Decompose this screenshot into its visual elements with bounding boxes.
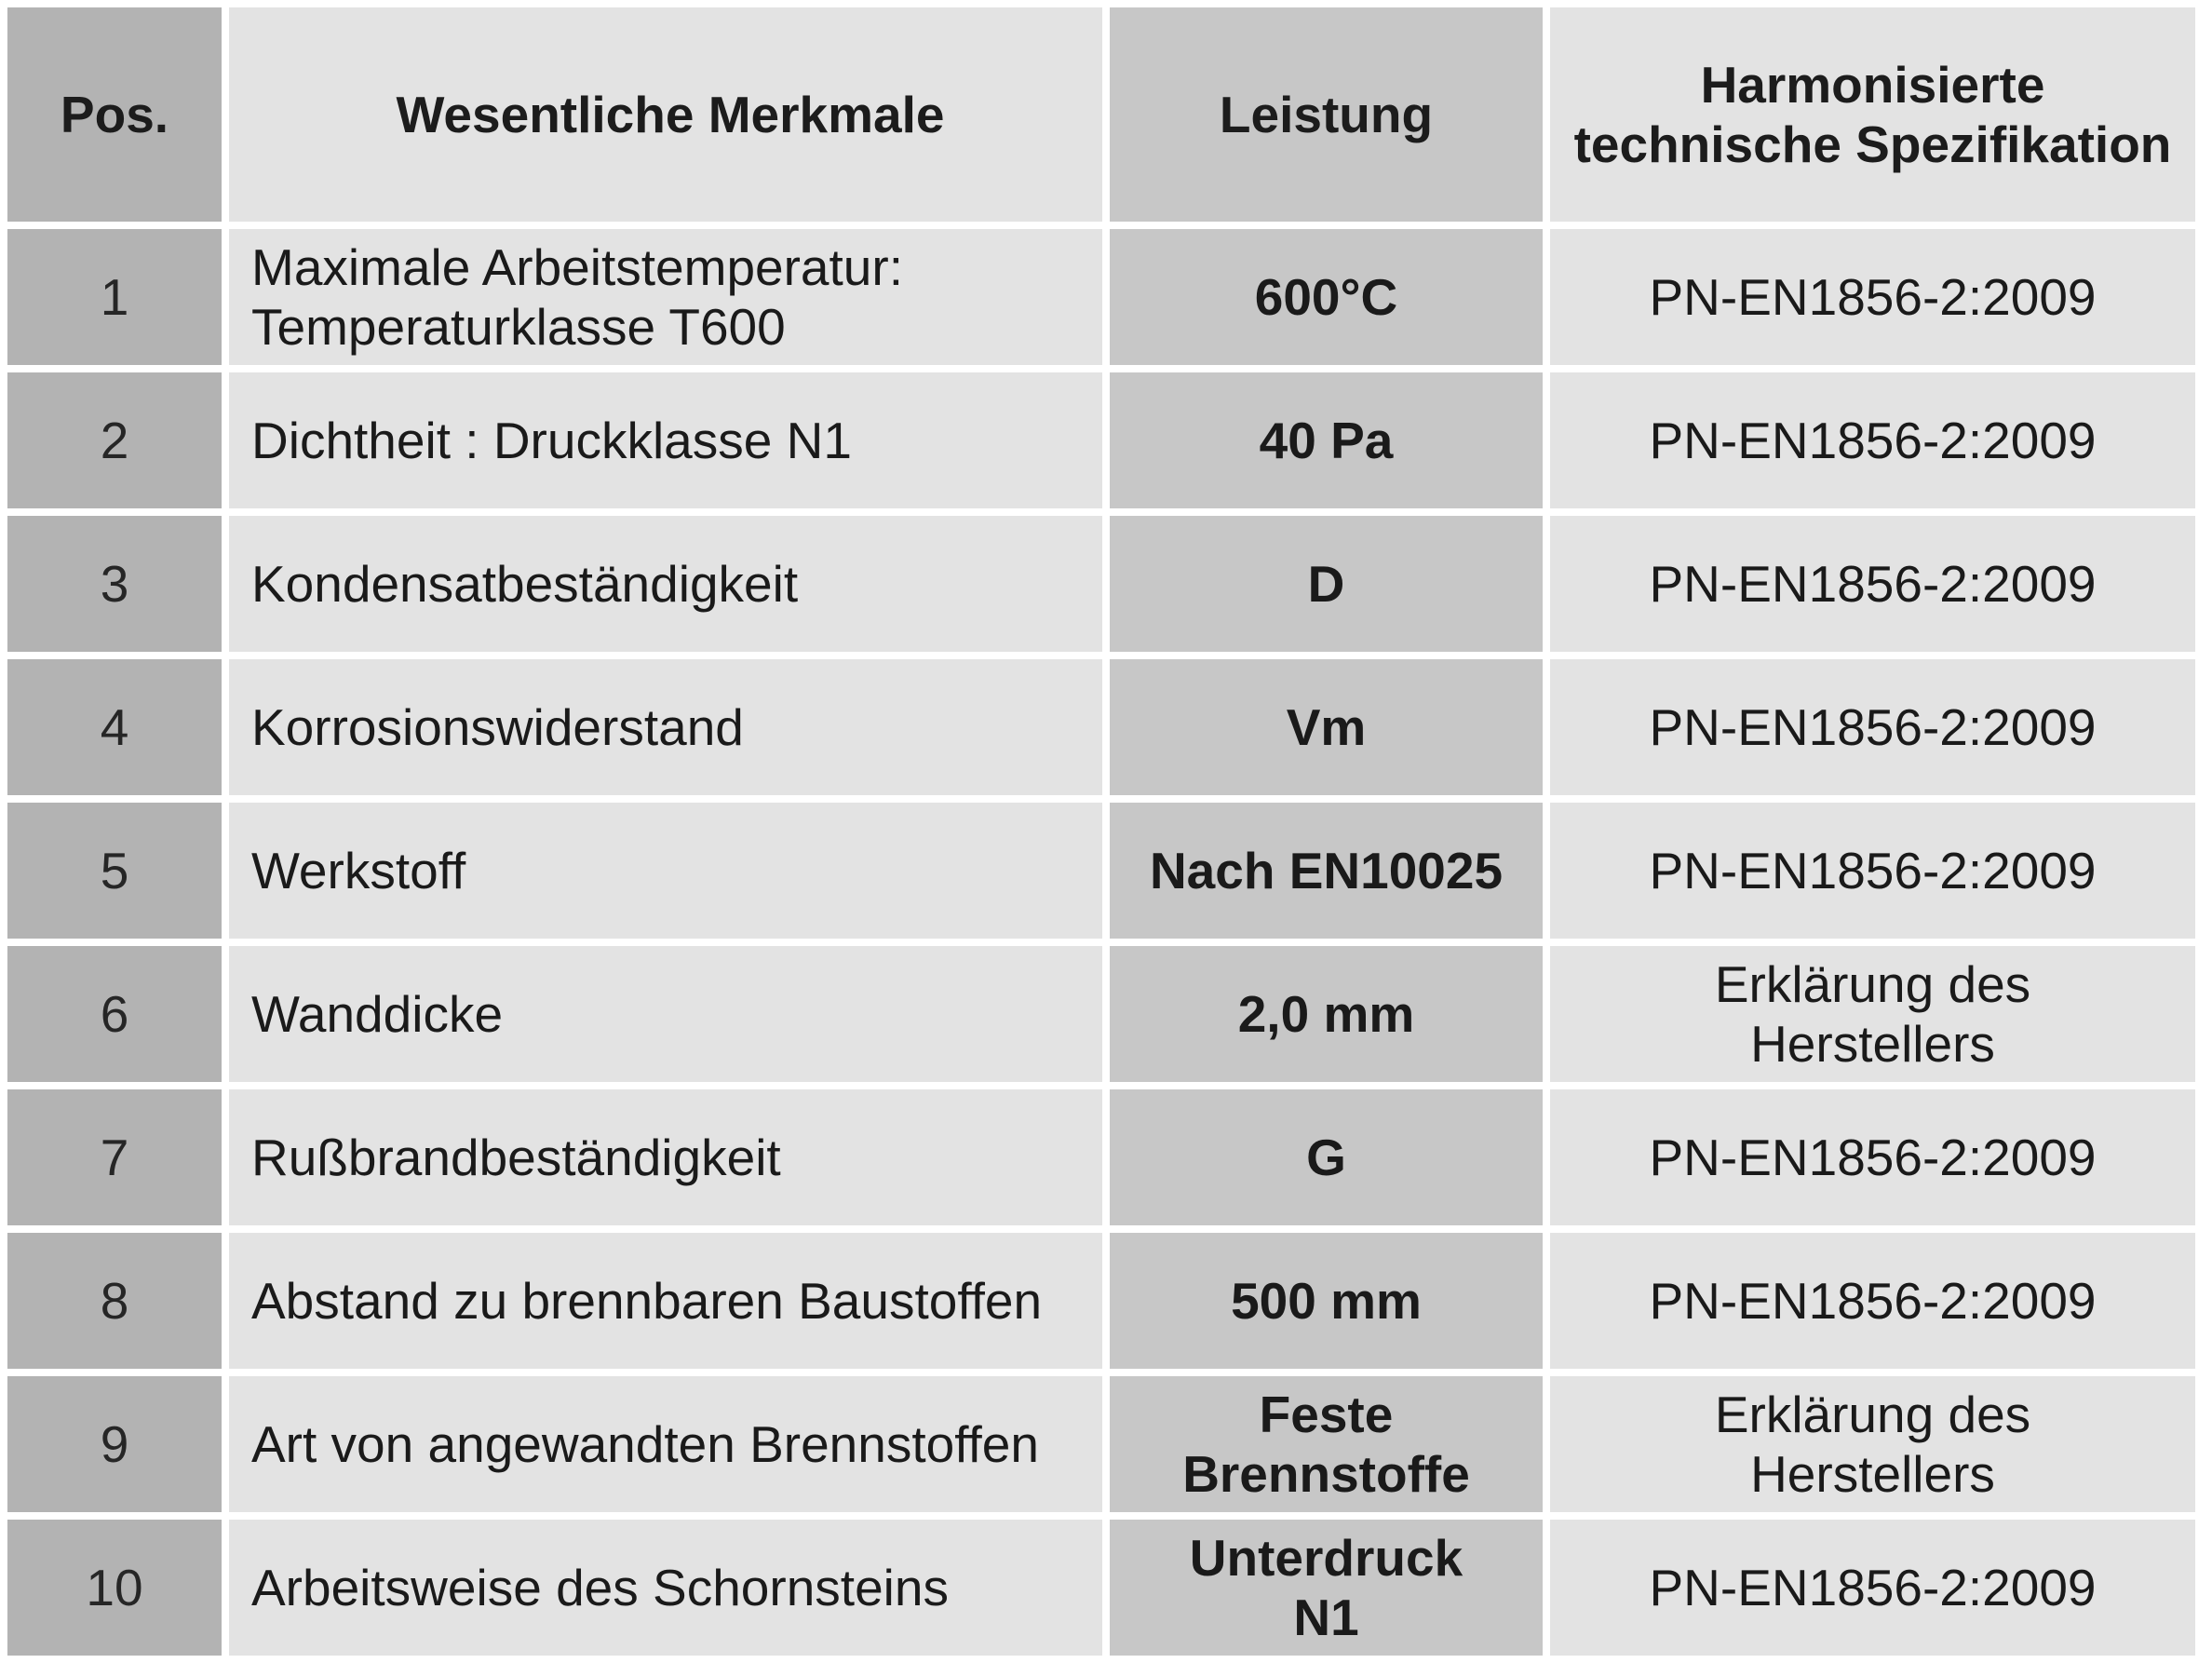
table-row [7, 1520, 2195, 1656]
cell-spec: PN-EN1856-2:2009 [1550, 1520, 2195, 1656]
table-row [7, 516, 2195, 652]
cell-feature: Arbeitsweise des Schornsteins [229, 1520, 1102, 1656]
cell-spec: Erklärung des Herstellers [1550, 1376, 2195, 1512]
cell-performance: 2,0 mm [1110, 946, 1543, 1082]
cell-feature: Abstand zu brennbaren Baustoffen [229, 1233, 1102, 1369]
cell-feature: Dichtheit : Druckklasse N1 [229, 372, 1102, 508]
cell-performance: Vm [1110, 659, 1543, 795]
header-spec: Harmonisierte technische Spezifikation [1550, 7, 2195, 222]
cell-performance: G [1110, 1089, 1543, 1225]
cell-performance: Feste Brennstoffe [1110, 1376, 1543, 1512]
cell-performance: Nach EN10025 [1110, 803, 1543, 939]
cell-pos: 3 [7, 516, 222, 652]
cell-pos: 7 [7, 1089, 222, 1225]
table-row [7, 803, 2195, 939]
header-feature: Wesentliche Merkmale [229, 7, 1102, 222]
cell-performance: 500 mm [1110, 1233, 1543, 1369]
table-header-row [7, 7, 2195, 222]
cell-feature: Wanddicke [229, 946, 1102, 1082]
cell-pos: 8 [7, 1233, 222, 1369]
cell-pos: 5 [7, 803, 222, 939]
cell-feature: Werkstoff [229, 803, 1102, 939]
cell-pos: 6 [7, 946, 222, 1082]
cell-feature: Korrosionswiderstand [229, 659, 1102, 795]
cell-feature: Kondensatbeständigkeit [229, 516, 1102, 652]
cell-spec: PN-EN1856-2:2009 [1550, 516, 2195, 652]
cell-pos: 9 [7, 1376, 222, 1512]
cell-pos: 1 [7, 229, 222, 365]
table-row [7, 1376, 2195, 1512]
cell-spec: PN-EN1856-2:2009 [1550, 372, 2195, 508]
cell-performance: 40 Pa [1110, 372, 1543, 508]
cell-pos: 4 [7, 659, 222, 795]
table-row [7, 229, 2195, 365]
table-row [7, 372, 2195, 508]
cell-feature: Maximale Arbeitstemperatur: Temperaturklasse T600 [229, 229, 1102, 365]
cell-pos: 10 [7, 1520, 222, 1656]
cell-performance: D [1110, 516, 1543, 652]
cell-spec: Erklärung des Herstellers [1550, 946, 2195, 1082]
table-row [7, 946, 2195, 1082]
cell-performance: Unterdruck N1 [1110, 1520, 1543, 1656]
cell-performance: 600°C [1110, 229, 1543, 365]
cell-pos: 2 [7, 372, 222, 508]
cell-spec: PN-EN1856-2:2009 [1550, 659, 2195, 795]
cell-spec: PN-EN1856-2:2009 [1550, 1233, 2195, 1369]
table-row [7, 1233, 2195, 1369]
table-row [7, 1089, 2195, 1225]
cell-feature: Rußbrandbeständigkeit [229, 1089, 1102, 1225]
cell-spec: PN-EN1856-2:2009 [1550, 1089, 2195, 1225]
cell-feature: Art von angewandten Brennstoffen [229, 1376, 1102, 1512]
header-pos: Pos. [7, 7, 222, 222]
header-performance: Leistung [1110, 7, 1543, 222]
cell-spec: PN-EN1856-2:2009 [1550, 803, 2195, 939]
table-body [7, 229, 2195, 1656]
cell-spec: PN-EN1856-2:2009 [1550, 229, 2195, 365]
table-row [7, 659, 2195, 795]
